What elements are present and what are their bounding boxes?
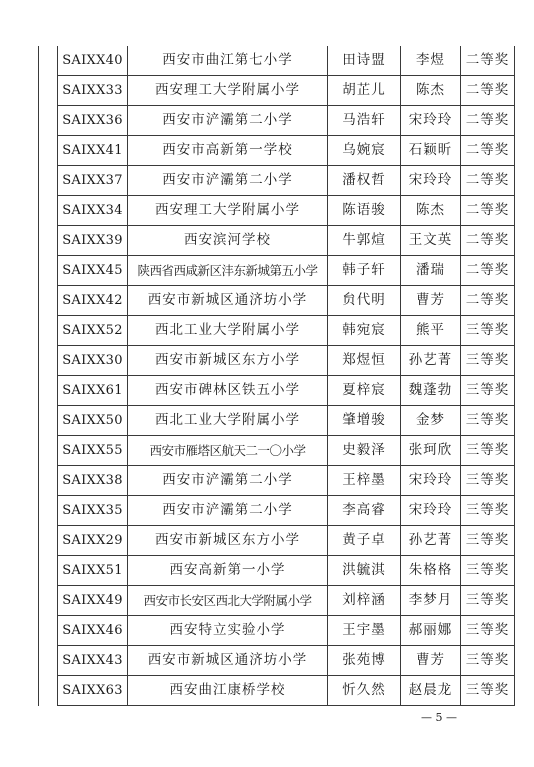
award-cell: 二等奖 <box>461 256 515 286</box>
entry-code-cell: SAIXX42 <box>58 286 128 316</box>
award-cell: 二等奖 <box>461 196 515 226</box>
school-cell: 西北工业大学附属小学 <box>128 316 328 346</box>
teacher-name-cell: 曹芳 <box>401 646 461 676</box>
teacher-name-cell: 陈杰 <box>401 76 461 106</box>
entry-code-cell: SAIXX61 <box>58 376 128 406</box>
table-row <box>39 166 515 196</box>
entry-code-cell: SAIXX51 <box>58 556 128 586</box>
table-row <box>39 406 515 436</box>
teacher-name-cell: 宋玲玲 <box>401 466 461 496</box>
table-row <box>39 136 515 166</box>
award-cell: 二等奖 <box>461 46 515 76</box>
entry-code-cell: SAIXX63 <box>58 676 128 706</box>
table-row <box>39 676 515 706</box>
student-name-cell: 史毅泽 <box>328 436 401 466</box>
award-cell: 二等奖 <box>461 226 515 256</box>
teacher-name-cell: 孙艺菁 <box>401 526 461 556</box>
award-cell: 三等奖 <box>461 376 515 406</box>
teacher-name-cell: 宋玲玲 <box>401 166 461 196</box>
student-name-cell: 马浩轩 <box>328 106 401 136</box>
teacher-name-cell: 金梦 <box>401 406 461 436</box>
student-name-cell: 李高睿 <box>328 496 401 526</box>
student-name-cell: 郑煜恒 <box>328 346 401 376</box>
school-cell: 西安滨河学校 <box>128 226 328 256</box>
award-cell: 二等奖 <box>461 166 515 196</box>
teacher-name-cell: 熊平 <box>401 316 461 346</box>
row-margin-cell <box>39 676 58 706</box>
row-margin-cell <box>39 76 58 106</box>
award-cell: 二等奖 <box>461 76 515 106</box>
table-row <box>39 436 515 466</box>
school-cell: 西安理工大学附属小学 <box>128 76 328 106</box>
row-margin-cell <box>39 646 58 676</box>
row-margin-cell <box>39 196 58 226</box>
table-row <box>39 376 515 406</box>
table-row <box>39 346 515 376</box>
row-margin-cell <box>39 586 58 616</box>
row-margin-cell <box>39 466 58 496</box>
awards-table <box>38 46 515 706</box>
table-row <box>39 76 515 106</box>
entry-code-cell: SAIXX35 <box>58 496 128 526</box>
table-row <box>39 556 515 586</box>
teacher-name-cell: 陈杰 <box>401 196 461 226</box>
teacher-name-cell: 孙艺菁 <box>401 346 461 376</box>
entry-code-cell: SAIXX34 <box>58 196 128 226</box>
table-row <box>39 496 515 526</box>
awards-table-body <box>39 46 515 706</box>
school-cell: 西安市新城区东方小学 <box>128 526 328 556</box>
row-margin-cell <box>39 346 58 376</box>
award-cell: 三等奖 <box>461 496 515 526</box>
award-cell: 三等奖 <box>461 436 515 466</box>
school-cell: 西安市浐灞第二小学 <box>128 496 328 526</box>
table-row <box>39 256 515 286</box>
entry-code-cell: SAIXX36 <box>58 106 128 136</box>
table-row <box>39 106 515 136</box>
teacher-name-cell: 石颖昕 <box>401 136 461 166</box>
award-cell: 三等奖 <box>461 466 515 496</box>
row-margin-cell <box>39 166 58 196</box>
teacher-name-cell: 张珂欣 <box>401 436 461 466</box>
school-cell: 西安市碑林区铁五小学 <box>128 376 328 406</box>
table-row <box>39 616 515 646</box>
school-cell: 西安市高新第一学校 <box>128 136 328 166</box>
entry-code-cell: SAIXX52 <box>58 316 128 346</box>
entry-code-cell: SAIXX50 <box>58 406 128 436</box>
school-cell: 西安市长安区西北大学附属小学 <box>128 586 328 616</box>
entry-code-cell: SAIXX45 <box>58 256 128 286</box>
award-cell: 二等奖 <box>461 286 515 316</box>
table-row <box>39 46 515 76</box>
student-name-cell: 王宇墨 <box>328 616 401 646</box>
student-name-cell: 黄子卓 <box>328 526 401 556</box>
student-name-cell: 夏梓宸 <box>328 376 401 406</box>
award-cell: 三等奖 <box>461 316 515 346</box>
student-name-cell: 刘梓涵 <box>328 586 401 616</box>
school-cell: 西安市曲江第七小学 <box>128 46 328 76</box>
student-name-cell: 贠代明 <box>328 286 401 316</box>
table-row <box>39 586 515 616</box>
award-cell: 二等奖 <box>461 106 515 136</box>
student-name-cell: 洪毓淇 <box>328 556 401 586</box>
teacher-name-cell: 潘瑞 <box>401 256 461 286</box>
row-margin-cell <box>39 136 58 166</box>
entry-code-cell: SAIXX30 <box>58 346 128 376</box>
school-cell: 西安市雁塔区航天二一〇小学 <box>128 436 328 466</box>
entry-code-cell: SAIXX55 <box>58 436 128 466</box>
table-row <box>39 526 515 556</box>
table-row <box>39 196 515 226</box>
school-cell: 西安特立实验小学 <box>128 616 328 646</box>
student-name-cell: 潘权哲 <box>328 166 401 196</box>
teacher-name-cell: 郝丽娜 <box>401 616 461 646</box>
award-cell: 三等奖 <box>461 526 515 556</box>
table-row <box>39 466 515 496</box>
entry-code-cell: SAIXX29 <box>58 526 128 556</box>
teacher-name-cell: 李煜 <box>401 46 461 76</box>
row-margin-cell <box>39 226 58 256</box>
entry-code-cell: SAIXX33 <box>58 76 128 106</box>
school-cell: 西安市浐灞第二小学 <box>128 466 328 496</box>
row-margin-cell <box>39 286 58 316</box>
award-cell: 二等奖 <box>461 136 515 166</box>
row-margin-cell <box>39 526 58 556</box>
page-number: — 5 — <box>421 711 457 724</box>
teacher-name-cell: 李梦月 <box>401 586 461 616</box>
award-cell: 三等奖 <box>461 406 515 436</box>
entry-code-cell: SAIXX43 <box>58 646 128 676</box>
student-name-cell: 陈语骏 <box>328 196 401 226</box>
student-name-cell: 牛郭煊 <box>328 226 401 256</box>
school-cell: 西安市新城区东方小学 <box>128 346 328 376</box>
student-name-cell: 肇增骏 <box>328 406 401 436</box>
student-name-cell: 忻久然 <box>328 676 401 706</box>
row-margin-cell <box>39 436 58 466</box>
school-cell: 西安市新城区通济坊小学 <box>128 286 328 316</box>
teacher-name-cell: 曹芳 <box>401 286 461 316</box>
student-name-cell: 王梓墨 <box>328 466 401 496</box>
row-margin-cell <box>39 496 58 526</box>
row-margin-cell <box>39 316 58 346</box>
entry-code-cell: SAIXX49 <box>58 586 128 616</box>
school-cell: 西安曲江康桥学校 <box>128 676 328 706</box>
entry-code-cell: SAIXX37 <box>58 166 128 196</box>
school-cell: 西安市浐灞第二小学 <box>128 106 328 136</box>
school-cell: 西安市浐灞第二小学 <box>128 166 328 196</box>
award-cell: 三等奖 <box>461 646 515 676</box>
entry-code-cell: SAIXX40 <box>58 46 128 76</box>
teacher-name-cell: 王文英 <box>401 226 461 256</box>
school-cell: 西北工业大学附属小学 <box>128 406 328 436</box>
table-row <box>39 646 515 676</box>
award-cell: 三等奖 <box>461 556 515 586</box>
entry-code-cell: SAIXX41 <box>58 136 128 166</box>
row-margin-cell <box>39 256 58 286</box>
teacher-name-cell: 宋玲玲 <box>401 106 461 136</box>
teacher-name-cell: 赵晨龙 <box>401 676 461 706</box>
student-name-cell: 田诗盟 <box>328 46 401 76</box>
student-name-cell: 乌婉宸 <box>328 136 401 166</box>
teacher-name-cell: 朱格格 <box>401 556 461 586</box>
row-margin-cell <box>39 46 58 76</box>
entry-code-cell: SAIXX46 <box>58 616 128 646</box>
teacher-name-cell: 魏蓬勃 <box>401 376 461 406</box>
table-row <box>39 226 515 256</box>
school-cell: 陕西省西咸新区沣东新城第五小学 <box>128 256 328 286</box>
student-name-cell: 韩子轩 <box>328 256 401 286</box>
row-margin-cell <box>39 556 58 586</box>
row-margin-cell <box>39 106 58 136</box>
entry-code-cell: SAIXX39 <box>58 226 128 256</box>
student-name-cell: 胡芷儿 <box>328 76 401 106</box>
student-name-cell: 张苑博 <box>328 646 401 676</box>
row-margin-cell <box>39 616 58 646</box>
school-cell: 西安理工大学附属小学 <box>128 196 328 226</box>
entry-code-cell: SAIXX38 <box>58 466 128 496</box>
teacher-name-cell: 宋玲玲 <box>401 496 461 526</box>
table-row <box>39 316 515 346</box>
school-cell: 西安市新城区通济坊小学 <box>128 646 328 676</box>
row-margin-cell <box>39 376 58 406</box>
student-name-cell: 韩宛宸 <box>328 316 401 346</box>
school-cell: 西安高新第一小学 <box>128 556 328 586</box>
award-cell: 三等奖 <box>461 346 515 376</box>
row-margin-cell <box>39 406 58 436</box>
award-cell: 三等奖 <box>461 586 515 616</box>
award-cell: 三等奖 <box>461 616 515 646</box>
award-cell: 三等奖 <box>461 676 515 706</box>
table-row <box>39 286 515 316</box>
